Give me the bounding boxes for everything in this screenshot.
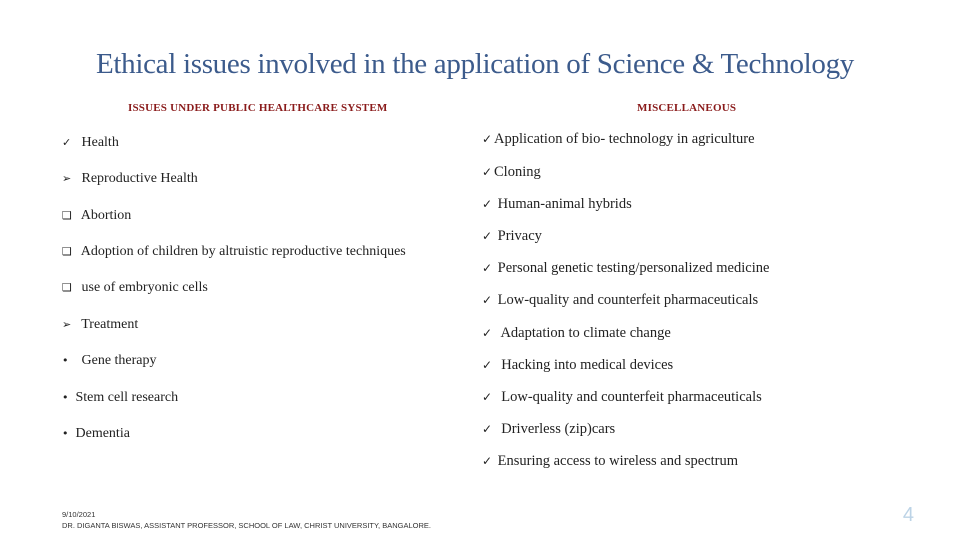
footer-date: 9/10/2021	[62, 510, 96, 519]
right-list-item	[482, 260, 769, 277]
right-list-item-text: Privacy	[494, 228, 542, 244]
right-list-item	[482, 325, 671, 342]
checkmark-icon: ✓	[482, 422, 493, 436]
left-list-item	[62, 280, 208, 296]
left-list-item-text: Treatment	[81, 317, 139, 332]
square-bullet-icon: ❑	[62, 209, 72, 222]
right-list-item-text: Low-quality and counterfeit pharmaceuticals	[494, 389, 762, 405]
right-list-item-text: Low-quality and counterfeit pharmaceuticals	[494, 292, 759, 308]
left-list-item	[62, 171, 198, 187]
right-list-item-text: Hacking into medical devices	[494, 357, 674, 373]
left-list-item-text: Gene therapy	[81, 353, 157, 368]
checkmark-icon: ✓	[482, 390, 493, 404]
checkmark-icon: ✓	[482, 454, 493, 468]
left-list-item	[62, 135, 119, 151]
right-list-item	[482, 421, 615, 438]
checkmark-icon: ✓	[482, 326, 493, 340]
left-list-item	[62, 390, 178, 406]
right-list-item	[482, 164, 541, 181]
square-bullet-icon: ❑	[62, 245, 72, 258]
left-list-item	[62, 208, 131, 224]
right-list-item	[482, 228, 542, 245]
right-list-item-text: Driverless (zip)cars	[494, 421, 616, 437]
left-column-heading: ISSUES UNDER PUBLIC HEALTHCARE SYSTEM	[128, 102, 388, 114]
right-list-item-text: Human-animal hybrids	[494, 196, 632, 212]
left-list-item	[62, 426, 130, 442]
right-list-item	[482, 453, 738, 470]
footer-author: DR. DIGANTA BISWAS, ASSISTANT PROFESSOR, SCHOOL OF LAW, CHRIST UNIVERSITY, BANGALORE.	[62, 521, 431, 530]
right-list-item-text: Application of bio- technology in agriculture	[494, 131, 755, 147]
right-list-item	[482, 131, 755, 148]
left-list-item-text: Adoption of children by altruistic reproductive techniques	[80, 244, 406, 259]
left-list-item-text: Reproductive Health	[81, 171, 198, 186]
dot-bullet-icon: •	[62, 391, 69, 404]
square-bullet-icon: ❑	[62, 281, 72, 294]
checkmark-icon: ✓	[62, 136, 72, 149]
dot-bullet-icon: •	[62, 354, 69, 367]
left-list-item-text: Health	[81, 135, 119, 150]
left-list-item-text: use of embryonic cells	[81, 280, 208, 295]
right-column-heading: MISCELLANEOUS	[637, 102, 737, 114]
right-list-item	[482, 292, 758, 309]
checkmark-icon: ✓	[482, 261, 493, 275]
right-list-item	[482, 196, 632, 213]
checkmark-icon: ✓	[482, 165, 493, 179]
checkmark-icon: ✓	[482, 132, 493, 146]
right-list-item-text: Personal genetic testing/personalized medicine	[494, 260, 770, 276]
page-number: 4	[902, 504, 914, 526]
left-list-item	[62, 244, 406, 260]
arrow-bullet-icon: ➢	[62, 172, 72, 185]
checkmark-icon: ✓	[482, 229, 493, 243]
checkmark-icon: ✓	[482, 293, 493, 307]
left-list-item	[62, 317, 138, 333]
left-list-item-text: Dementia	[75, 426, 130, 441]
slide-title: Ethical issues involved in the application of Science & Technology	[95, 48, 855, 80]
right-list-item	[482, 389, 762, 406]
checkmark-icon: ✓	[482, 197, 493, 211]
left-list-item-text: Abortion	[80, 208, 132, 223]
left-list-item	[62, 353, 157, 369]
checkmark-icon: ✓	[482, 358, 493, 372]
dot-bullet-icon: •	[62, 427, 69, 440]
left-list-item-text: Stem cell research	[75, 390, 179, 405]
right-list-item-text: Cloning	[494, 164, 541, 180]
right-list-item-text: Ensuring access to wireless and spectrum	[494, 453, 739, 469]
right-list-item-text: Adaptation to climate change	[494, 325, 671, 341]
slide-footer	[62, 509, 431, 531]
arrow-bullet-icon: ➢	[62, 318, 72, 331]
right-list-item	[482, 357, 673, 374]
